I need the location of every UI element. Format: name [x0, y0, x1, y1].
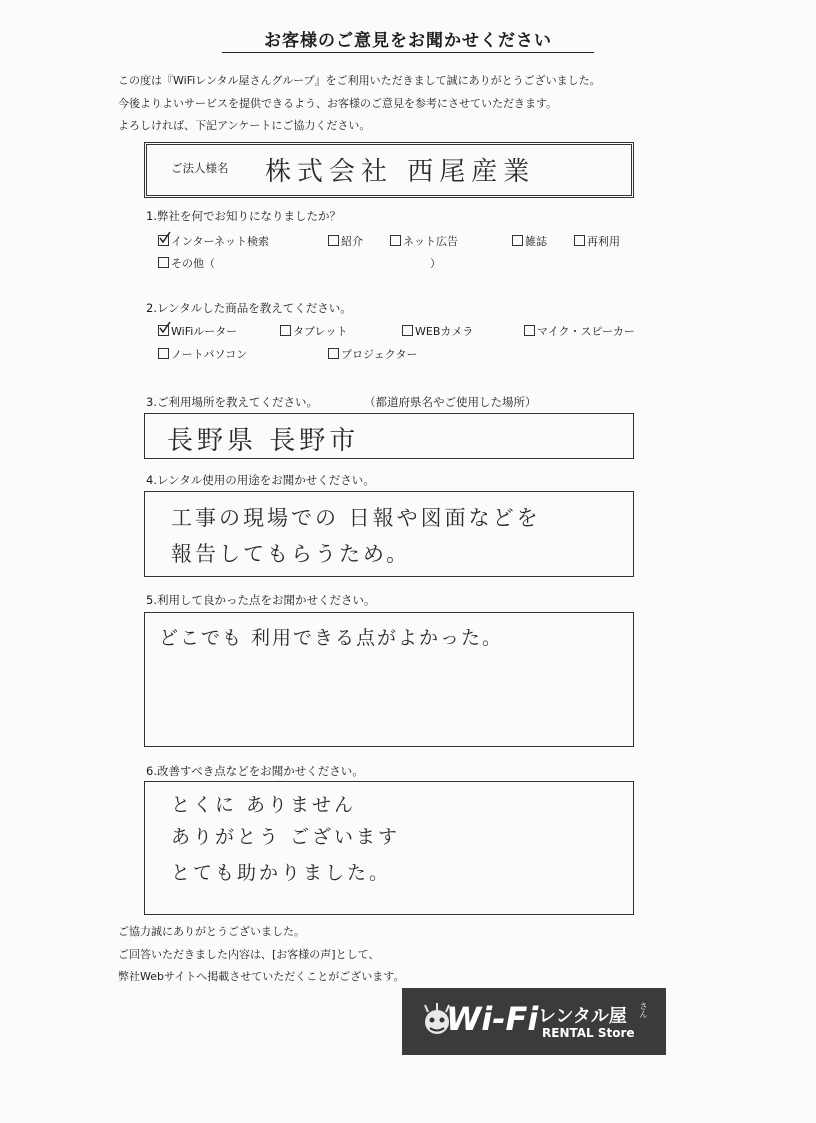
q4-answer-box[interactable] [144, 491, 634, 577]
checkbox-icon[interactable] [158, 257, 169, 268]
q1-option-magazine[interactable] [512, 233, 547, 249]
q1-option-reuse[interactable] [574, 233, 620, 249]
footer-line-3: 弊社Webサイトへ掲載させていただくことがございます。 [118, 970, 405, 983]
q2-option-label: ノートパソコン [171, 348, 248, 361]
logo-japanese-text: レンタル屋 [538, 1006, 627, 1027]
checkbox-icon[interactable] [280, 325, 291, 336]
q1-option-label: 紹介 [341, 235, 363, 248]
intro-line-3: よろしければ、下記アンケートにご協力ください。 [118, 119, 371, 132]
checkbox-icon[interactable] [574, 235, 585, 246]
q6-answer-line-2: ありがとう ございます [171, 826, 401, 848]
footer-line-1: ご協力誠にありがとうございました。 [118, 925, 305, 938]
title-underline [222, 52, 594, 53]
q1-option-net-ad[interactable] [390, 233, 458, 249]
logo-english-text: RENTAL Store [542, 1026, 635, 1040]
q6-answer-line-1: とくに ありません [171, 794, 357, 816]
q2-option-projector[interactable] [328, 346, 418, 362]
checkbox-icon[interactable] [158, 348, 169, 359]
q1-question: 1.弊社を何でお知りになりましたか？ [146, 209, 341, 223]
q4-answer-line-1: 工事の現場での 日報や図面などを [171, 506, 541, 530]
q1-other-close-paren: ） [430, 257, 441, 270]
logo-san-text: さん [639, 1002, 648, 1018]
checkbox-icon[interactable] [328, 235, 339, 246]
q3-answer: 長野県 長野市 [167, 426, 360, 456]
q6-question: 6.改善すべき点などをお聞かせください。 [146, 764, 364, 778]
q2-option-mic-speaker[interactable] [524, 323, 635, 339]
q2-option-label: プロジェクター [341, 348, 418, 361]
q2-option-tablet[interactable] [280, 323, 347, 339]
checkbox-icon[interactable] [512, 235, 523, 246]
checkbox-checked-icon[interactable] [158, 235, 169, 246]
checkbox-icon[interactable] [524, 325, 535, 336]
q6-answer-box[interactable] [144, 781, 634, 915]
q1-option-label: 再利用 [587, 235, 620, 248]
q2-option-laptop[interactable] [158, 346, 247, 362]
checkbox-icon[interactable] [390, 235, 401, 246]
logo-wifi-text: Wi-Fi [446, 1000, 539, 1038]
q1-option-label: 雑誌 [525, 235, 547, 248]
intro-line-1: この度は『WiFiレンタル屋さんグループ』をご利用いただきまして誠にありがとうございました。 [118, 74, 601, 87]
q2-question: 2.レンタルした商品を教えてください。 [146, 301, 352, 315]
q2-option-label: WiFiルーター [171, 325, 238, 338]
q2-option-label: タブレット [293, 325, 348, 338]
brand-logo [402, 988, 666, 1055]
q2-option-label: マイク・スピーカー [537, 325, 635, 338]
q1-option-label: インターネット検索 [171, 235, 270, 248]
q5-question: 5.利用して良かった点をお聞かせください。 [146, 593, 376, 607]
q2-option-label: WEBカメラ [415, 325, 474, 338]
intro-line-2: 今後よりよいサービスを提供できるよう、お客様のご意見を参考にさせていただきます。 [118, 97, 558, 110]
checkbox-checked-icon[interactable] [158, 325, 169, 336]
page-title: お客様のご意見をお聞かせください [264, 31, 552, 51]
checkbox-icon[interactable] [328, 348, 339, 359]
company-name-label: ご法人様名 [171, 161, 229, 175]
q4-question: 4.レンタル使用の用途をお聞かせください。 [146, 473, 375, 487]
footer-line-2: ご回答いただきました内容は、[お客様の声]として、 [118, 948, 380, 961]
q4-answer-line-2: 報告してもらうため。 [171, 542, 411, 566]
q3-question: 3.ご利用場所を教えてください。 [146, 395, 318, 409]
q1-option-label: ネット広告 [403, 235, 458, 248]
q1-option-other[interactable] [158, 255, 215, 271]
q1-option-referral[interactable] [328, 233, 363, 249]
company-name-value: 株式会社 西尾産業 [265, 157, 536, 187]
q5-answer-line-1: どこでも 利用できる点がよかった。 [159, 627, 504, 649]
q3-answer-box[interactable] [144, 413, 634, 459]
q5-answer-box[interactable] [144, 612, 634, 747]
q3-hint: （都道府県名やご使用した場所） [364, 395, 537, 409]
q6-answer-line-3: とても助かりました。 [171, 862, 392, 884]
q2-option-web-camera[interactable] [402, 323, 473, 339]
q1-option-internet-search[interactable] [158, 233, 269, 249]
q1-option-label: その他（ [171, 257, 215, 270]
checkbox-icon[interactable] [402, 325, 413, 336]
company-name-field[interactable] [144, 142, 634, 198]
q2-option-wifi-router[interactable] [158, 323, 237, 339]
